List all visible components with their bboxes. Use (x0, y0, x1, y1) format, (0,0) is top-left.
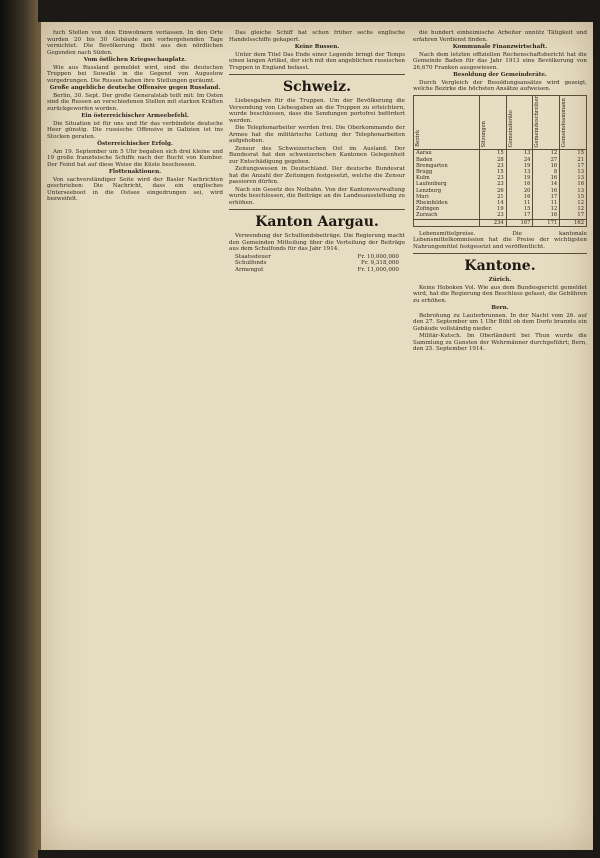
table-cell: 12 (533, 206, 560, 212)
table-cell: 27 (533, 157, 560, 163)
section-heading: Keine Russen. (294, 44, 340, 50)
table-cell: 16 (506, 194, 533, 200)
table-cell: 15 (479, 150, 506, 157)
column-header: Gemeindeschreiber (533, 95, 560, 150)
table-header-row (414, 95, 587, 150)
paragraph: Verwendung der Schulfondsbeiträge. Die Regierung macht den Gemeinden Mitteilung über die Verteilung der Beiträge aus dem Schulfonds für das Jahr 1914. (229, 233, 405, 252)
table-cell: 21 (560, 157, 587, 163)
table-row (414, 212, 587, 219)
section-title-aargau: Kanton Aargau. (255, 214, 379, 230)
section-heading: Österreichischer Erfolg. (97, 141, 173, 147)
section-heading: Ein österreichischer Armeebefehl. (81, 113, 189, 119)
table-cell: 16 (533, 163, 560, 169)
paragraph: Militär-Kutsch. Im Oberländeril bei Thun wurde die Sammlung zu Gunsten der Wehrmänner durchgeführt; Bern, den 25. September 1914. (413, 333, 587, 353)
divider (229, 209, 405, 210)
table-cell: 14 (479, 200, 506, 206)
table-cell: 13 (560, 188, 587, 194)
table-cell: 162 (560, 219, 587, 226)
table-cell: 15 (506, 206, 533, 212)
table-cell: 16 (560, 181, 587, 187)
table-cell (414, 219, 480, 226)
section-heading: Bern. (491, 305, 509, 312)
paragraph: Die Situation ist für uns und für das verbündete deutsche Heer günstig. Die russische Offensive in Galizien ist ins Stocken geraten. (47, 120, 223, 140)
table-cell: 15 (560, 194, 587, 200)
table-cell: 11 (506, 200, 533, 206)
column-header: Gemeindeammann (560, 95, 587, 150)
figure-label: Schulfonds (235, 260, 267, 266)
table-cell: Baden (414, 157, 480, 163)
table-cell: 12 (533, 150, 560, 157)
paragraph: Zensur des Schweizerischen Ost im Ausland. Der Bundesrat hat den schweizerischen Kantonen Gelegenheit zur Entschädigung gegeben. (229, 145, 405, 165)
column-middle (229, 30, 405, 273)
table-cell: Rheinfelden (414, 200, 480, 206)
divider (229, 74, 405, 75)
table-cell: 19 (506, 175, 533, 181)
table-cell: 16 (506, 181, 533, 187)
table-cell: 17 (560, 163, 587, 169)
table-cell: 15 (560, 150, 587, 157)
book-spine (0, 0, 38, 858)
paragraph: Keine Hoboken Vol. Wie aus dem Bundesgericht gemeldet wird, hat die Regierung den Beschluss gefasst, die Gebühren zu erhöhen. (413, 284, 587, 304)
table-cell: 13 (560, 175, 587, 181)
column-right (413, 30, 587, 354)
table-cell: 171 (533, 219, 560, 226)
table-cell: Laufenburg (414, 181, 480, 187)
table-cell: 16 (533, 175, 560, 181)
column-left (47, 30, 223, 204)
paragraph: Lebensmittelpreise. Die kantonale Lebensmittelkommission hat die Preise der wichtigsten Nahrungsmittel festgesetzt und veröffentlicht. (413, 230, 587, 250)
figure-value: Fr. 11,000,000 (357, 266, 399, 273)
paragraph: Am 19. September um 5 Uhr begaben sich drei kleine und 19 große französische Schiffe nach der Bucht von Kumbor. Der Feind hat auf diese Weise die Küste beschossen. (47, 148, 223, 168)
table-cell: 24 (506, 157, 533, 163)
table-cell: 15 (479, 169, 506, 175)
figure-row (229, 267, 405, 274)
column-header: Bezirk (414, 95, 480, 150)
table-cell: Zurzach (414, 212, 480, 219)
paragraph: Liebesgaben für die Truppen. Um der Bevölkerung die Versendung von Liebesgaben an die Truppen zu erleichtern, wurde beschlossen, dass die Sendungen portofrei befördert werden. (229, 98, 405, 124)
table-cell: 8 (533, 169, 560, 175)
table-total-row (414, 219, 587, 226)
paragraph: Berlin, 30. Sept. Der große Generalstab teilt mit: Im Osten sind die Russen an verschiedenen Stellen mit starken Kräften zurückgeworfen worden. (47, 92, 223, 112)
paragraph: Durch Vergleich der Besoldungsansätze wird gezeigt, welche Bezirke die höchsten Ansätze aufweisen. (413, 79, 587, 92)
table-cell: 11 (533, 200, 560, 206)
table-cell: 17 (506, 212, 533, 219)
paragraph: Nach ein Gesetz des Notbahn. Von der Kantonsverwaltung wurde beschlossen, die Beiträge an die Landesausstellung zu erhöhen. (229, 186, 405, 206)
table-cell: 28 (479, 157, 506, 163)
paragraph: Von sachverständiger Seite wird der Basler Nachrichten geschrieben: Die Nachricht, dass ein englisches Unterseeboot in die Ostsee eingedrungen sei, wird bezweifelt. (47, 176, 223, 202)
column-header: Gemeinderäte (506, 95, 533, 150)
table-cell: Zofingen (414, 206, 480, 212)
paragraph: Zeitungswesen in Deutschland. Der deutsche Bundesrat hat die Anzahl der Zeitungen festgesetzt, welche die Zensur passieren dürfen. (229, 166, 405, 185)
figure-label: Armengut (235, 266, 264, 273)
table-cell: Muri (414, 194, 480, 200)
section-title-schweiz: Schweiz. (283, 79, 351, 95)
section-title-kantone: Kantone. (464, 258, 536, 275)
table-cell: 14 (533, 181, 560, 187)
table-cell: 13 (560, 169, 587, 175)
table-cell: 23 (479, 163, 506, 169)
paragraph: fuch Stellen von den Einwohnern verlassen. In den Orte wurden 20 bis 30 Gebäude am vorhergehenden Tage vernichtet. Die Bevölkerung flieht aus den nördlichen Gegenden nach Süden. (47, 30, 223, 56)
table-cell: 23 (479, 212, 506, 219)
paragraph: Unter dem Titel Das Ende einer Legende bringt der Temps einen langen Artikel, der sich mit den angeblichen russischen Truppen in England befasst. (229, 51, 405, 71)
table-cell: 167 (506, 219, 533, 226)
figure-value: Fr. 9,318,000 (361, 260, 399, 266)
table-cell: 20 (506, 188, 533, 194)
table-cell: 23 (479, 175, 506, 181)
section-heading: Vom östlichen Kriegsschauplatz. (83, 57, 187, 63)
divider (413, 253, 587, 254)
section-heading: Große angebliche deutsche Offensive gegen Russland. (49, 85, 221, 91)
paragraph: Das gleiche Schiff hat schon früher sechs englische Handelsschiffe gekapert. (229, 30, 405, 43)
figure-label: Staatssteuer (235, 253, 271, 260)
paragraph: Die Telephonarbeiter werden frei. Die Oberkommando der Armee hat die militärische Leitung der Telephonarbeiten aufgehoben. (229, 125, 405, 144)
table-cell: 17 (560, 212, 587, 219)
table-row (414, 150, 587, 157)
salary-table (413, 95, 587, 227)
table-cell: 26 (479, 188, 506, 194)
table-cell: 12 (560, 206, 587, 212)
paragraph: Bebrohung zu Lauterbrunnen. In der Nacht vom 26. auf den 27. September um 1 Uhr Bühl ob dem Dorfe brannte ein Gebäude vollständig nieder. (413, 312, 587, 332)
table-cell: 17 (533, 194, 560, 200)
section-heading: Besoldung der Gemeinderäte. (453, 72, 547, 78)
table-cell: 19 (479, 206, 506, 212)
section-heading: Flottenaktionen. (108, 169, 162, 175)
table-cell: Kulm (414, 175, 480, 181)
table-cell: 13 (506, 169, 533, 175)
table-cell: Bremgarten (414, 163, 480, 169)
table-cell: Brugg (414, 169, 480, 175)
table-cell: 12 (560, 200, 587, 206)
table-cell: 234 (479, 219, 506, 226)
paragraph: die hundert einheimische Arbeiter unnütz Tätigkeit und erfahren Verdienst finden. (413, 30, 587, 43)
table-cell: 19 (506, 163, 533, 169)
table-cell: 16 (533, 188, 560, 194)
table-cell: Lenzburg (414, 188, 480, 194)
column-header: Sitzungen (479, 95, 506, 150)
newspaper-page (38, 22, 593, 850)
table-cell: 16 (533, 212, 560, 219)
table-cell: 13 (506, 150, 533, 157)
paragraph: Nach dem letzten offiziellen Rechenschaftsbericht hat die Gemeinde Baden für das Jahr 1913 eine Bevölkerung von 26,670 Franken ausgewiesen. (413, 51, 587, 71)
paragraph: Wie aus Russland gemeldet wird, sind die deutschen Truppen bei Suwalki in die Gegend von Augustow vorgedrungen. Die Russen haben ihre Stellungen geräumt. (47, 64, 223, 84)
figure-value: Fr. 10,000,000 (357, 253, 399, 260)
section-heading: Zürich. (488, 277, 512, 284)
table-cell: 21 (479, 194, 506, 200)
table-cell: 23 (479, 181, 506, 187)
table-cell: Aarau (414, 150, 480, 157)
section-heading: Kommunale Finanzwirtschaft. (452, 44, 548, 50)
